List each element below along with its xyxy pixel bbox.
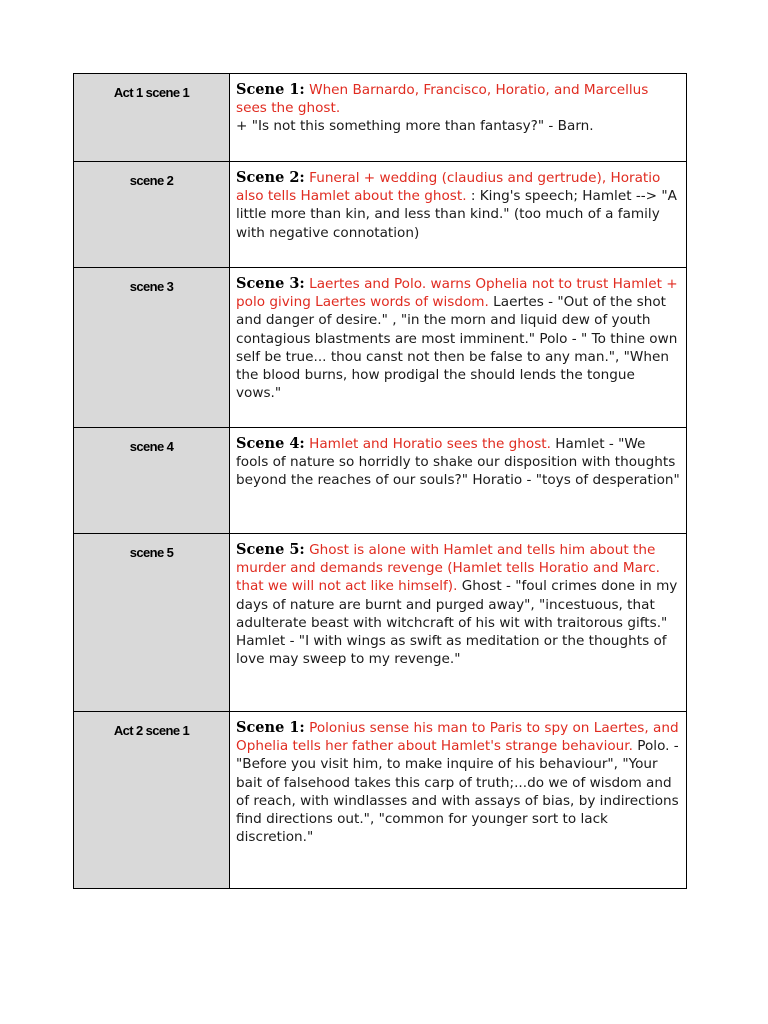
scene-summary: Ghost is alone with Hamlet and tells him about the murder and demands revenge (Hamlet tells Horatio and Marc. that we will not act like himself). [236, 542, 660, 595]
scene-summary: Polonius sense his man to Paris to spy on Laertes, and Ophelia tells her father about Hamlet's strange behaviour. [236, 720, 679, 755]
table-row [74, 534, 687, 712]
scene-summary: Hamlet and Horatio sees the ghost. [309, 436, 551, 452]
scene-heading: Scene 3: [236, 275, 305, 292]
scene-label-cell [74, 268, 230, 428]
scene-label: Act 1 scene 1 [113, 85, 190, 100]
scene-label-cell [74, 74, 230, 162]
table-row [74, 428, 687, 534]
scene-heading: Scene 1: [236, 719, 305, 736]
scene-heading: Scene 4: [236, 435, 305, 452]
scene-notes: Polo. - "Before you visit him, to make inquire of his behaviour", "Your bait of falsehood takes this carp of truth;...do we of wisdom and of reach, with windlasses and with assays of bias, by indirections find directions out.", "common for younger sort to lack discretion." [236, 738, 679, 846]
scene-label: scene 3 [129, 279, 174, 294]
table-row [74, 162, 687, 268]
scene-heading: Scene 1: [236, 81, 305, 98]
scene-label-cell [74, 712, 230, 889]
scene-summary-table [73, 73, 687, 889]
scene-notes: + "Is not this something more than fantasy?" - Barn. [236, 118, 594, 135]
scene-heading: Scene 2: [236, 169, 305, 186]
scene-label: scene 4 [129, 439, 174, 454]
scene-label-cell [74, 534, 230, 712]
scene-label-cell [74, 428, 230, 534]
scene-notes: : King's speech; Hamlet --> "A little more than kin, and less than kind." (too much of a family with negative connotation) [236, 188, 677, 241]
scene-content-cell [230, 74, 687, 162]
scene-summary: Laertes and Polo. warns Ophelia not to trust Hamlet + polo giving Laertes words of wisdom. [236, 276, 678, 311]
scene-content-cell [230, 534, 687, 712]
scene-content-cell [230, 162, 687, 268]
scene-label: Act 2 scene 1 [113, 723, 190, 738]
scene-content-cell [230, 268, 687, 428]
scene-notes: Laertes - "Out of the shot and danger of desire." , "in the morn and liquid dew of youth contagious blastments are most imminent." Polo - " To thine own self be true... thou canst not then be false to any man.", "When the blood burns, how prodigal the should lends the tongue vows." [236, 294, 678, 402]
scene-summary: Funeral + wedding (claudius and gertrude), Horatio also tells Hamlet about the ghost. [236, 170, 661, 205]
scene-notes: Hamlet - "We fools of nature so horridly to shake our disposition with thoughts beyond the reaches of our souls?" Horatio - "toys of desperation" [236, 436, 680, 489]
table-row [74, 268, 687, 428]
scene-content-cell [230, 428, 687, 534]
scene-notes: Ghost - "foul crimes done in my days of nature are burnt and purged away", "incestuous, that adulterate beast with witchcraft of his wit with traitorous gifts." Hamlet - "I with wings as swift as meditation or the thoughts of love may sweep to my revenge." [236, 578, 678, 668]
table-row [74, 74, 687, 162]
scene-content-cell [230, 712, 687, 889]
scene-summary: When Barnardo, Francisco, Horatio, and Marcellus sees the ghost. [236, 82, 649, 117]
scene-label: scene 2 [129, 173, 174, 188]
table-row [74, 712, 687, 889]
scene-label-cell [74, 162, 230, 268]
scene-label: scene 5 [129, 545, 174, 560]
scene-heading: Scene 5: [236, 541, 305, 558]
